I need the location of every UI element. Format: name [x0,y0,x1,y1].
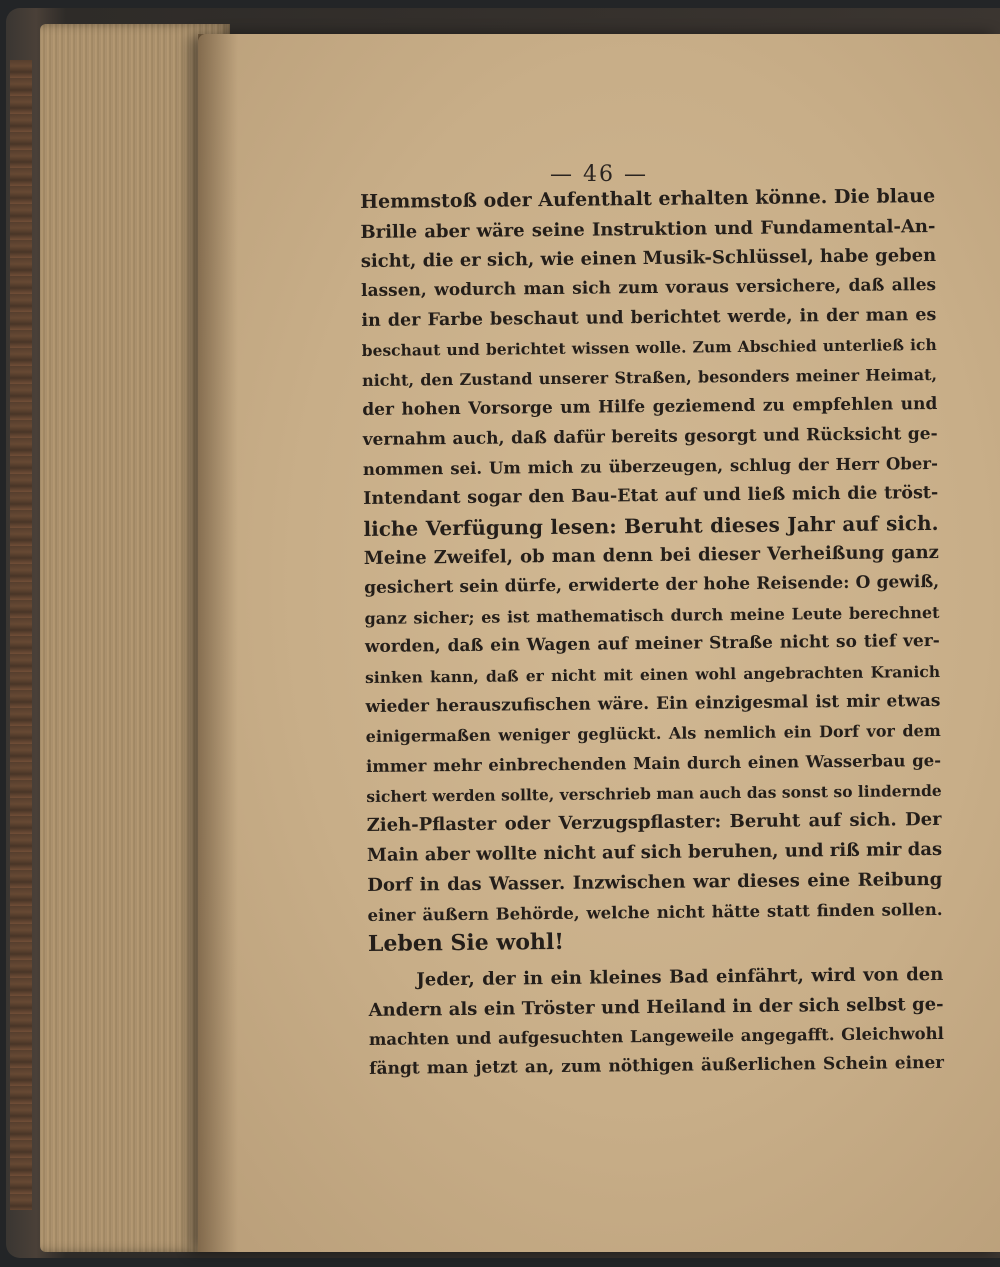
text-line: einigermaßen weniger geglückt. Als nemlich ein Dorf vor dem [365,721,941,747]
text-line: ganz sicher; es ist mathematisch durch meine Leute berechnet [364,602,940,628]
page-gutter-shadow [198,34,238,1252]
page-number: — 46 — [550,162,648,187]
page-text [360,182,944,1085]
cover-spine-edge [10,60,32,1210]
text-line: immer mehr einbrechenden Main durch einen Wasserbau ge- [365,751,942,777]
text-line: Hemmstoß oder Aufenthalt erhalten könne. Die blaue [360,184,936,213]
text-line: Intendant sogar den Bau-Etat auf und ließ mich die tröst- [363,482,939,509]
text-line: sinken kann, daß er nicht mit einen wohl angebrachten Kranich [365,661,941,687]
text-line: beschaut und berichtet wissen wolle. Zum Abschied unterließ ich [361,335,937,361]
text-line: einer äußern Behörde, welche nicht hätte statt finden sollen. [367,899,943,925]
text-line: der hohen Vorsorge um Hilfe geziemend zu empfehlen und [362,393,938,420]
text-line: Leben Sie wohl! [367,929,565,958]
text-line: machten und aufgesuchten Langeweile angegafft. Gleichwohl [368,1024,944,1050]
text-line: nicht, den Zustand unserer Straßen, besonders meiner Heimat, [361,365,938,391]
text-line: sichert werden sollte, verschrieb man auch das sonst so lindernde [366,780,942,806]
text-line: Main aber wollte nicht auf sich beruhen, und riß mir das [366,839,943,867]
text-line: fängt man jetzt an, zum nöthigen äußerlichen Schein einer [369,1052,945,1079]
text-line: vernahm auch, daß dafür bereits gesorgt und Rücksicht ge- [362,423,938,450]
text-line: nommen sei. Um mich zu überzeugen, schlug der Herr Ober- [362,454,939,480]
text-line: wieder herauszufischen wäre. Ein einzigesmal ist mir etwas [365,690,941,717]
text-line: Andern als ein Tröster und Heiland in der sich selbst ge- [368,993,944,1021]
text-line: lassen, wodurch man sich zum voraus versichere, daß alles [360,275,937,302]
text-line: liche Verfügung lesen: Beruht dieses Jahr auf sich. [363,510,939,541]
text-line: in der Farbe beschaut und berichtet werde, in der man es [361,304,937,331]
text-line: Jeder, der in ein kleines Bad einfährt, wird von den [416,963,944,991]
text-line: Meine Zweifel, ob man denn bei dieser Verheißung ganz [363,542,939,570]
text-line: gesichert sein dürfe, erwiderte der hohe Reisende: O gewiß, [364,571,940,598]
text-line: sicht, die er sich, wie einen Musik-Schlüssel, habe geben [360,245,936,273]
text-line: Brille aber wäre seine Instruktion und Fundamental-An- [360,215,936,243]
text-line: worden, daß ein Wagen auf meiner Straße nicht so tief ver- [364,631,940,658]
text-line: Zieh-Pflaster oder Verzugspflaster: Beruht auf sich. Der [366,809,942,837]
text-line: Dorf in das Wasser. Inzwischen war dieses eine Reibung [367,868,943,896]
